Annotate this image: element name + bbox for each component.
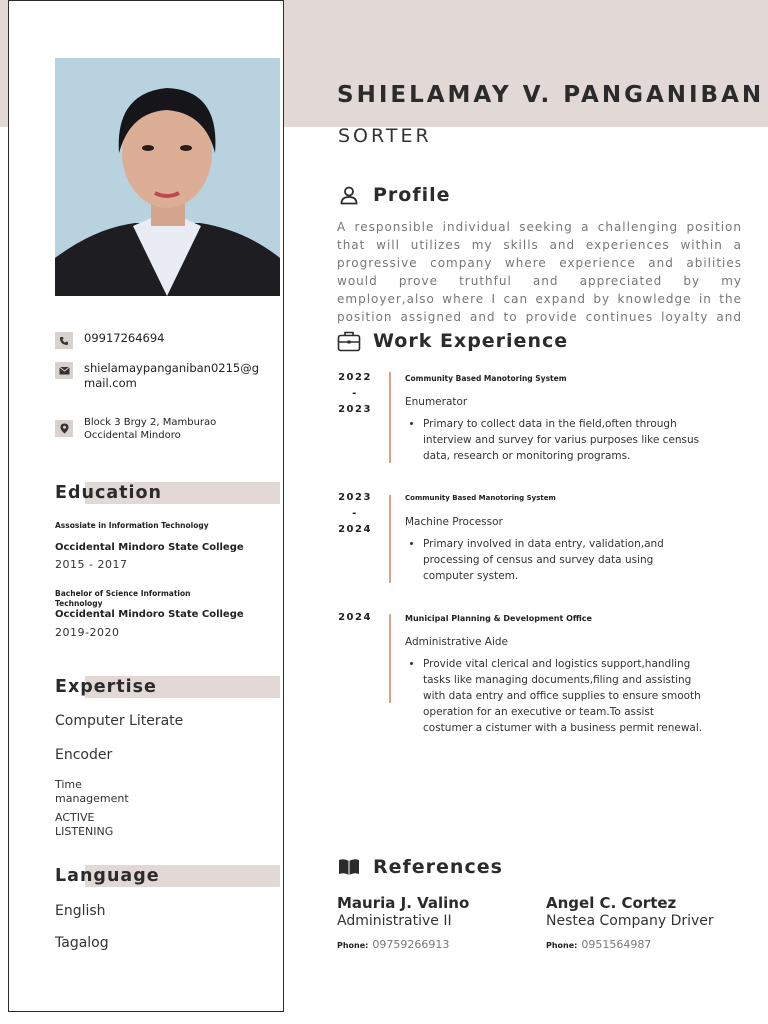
contact-phone: [55, 331, 164, 349]
briefcase-icon: [337, 329, 361, 353]
email-address: shielamaypanganiban0215@gmail.com: [84, 361, 260, 390]
reference-role: Administrative II: [337, 913, 452, 929]
expertise-item: Computer Literate: [55, 713, 184, 729]
job-organization: Community Based Manotoring System: [405, 374, 567, 383]
phone-number: 09917264694: [84, 331, 165, 345]
education-degree: Bachelor of Science Information Technology: [55, 589, 191, 608]
expertise-item: Time management: [55, 778, 129, 805]
job-organization: Municipal Planning & Development Office: [405, 614, 592, 623]
job-role: Administrative Aide: [405, 636, 508, 648]
job-title: SORTER: [338, 125, 432, 147]
references-heading: References: [337, 855, 503, 879]
education-years: 2015 - 2017: [55, 558, 128, 571]
education-school: Occidental Mindoro State College: [55, 542, 244, 553]
reference-phone: Phone: 0951564987: [546, 938, 652, 951]
language-item: English: [55, 903, 106, 919]
job-years: 2022 - 2023: [338, 372, 372, 415]
expertise-heading: Expertise: [55, 676, 280, 698]
reference-name: Angel C. Cortez: [546, 894, 677, 912]
language-item: Tagalog: [55, 935, 109, 951]
job-years: 2023 - 2024: [338, 492, 372, 535]
job-description: • Provide vital clerical and logistics support,handling tasks like managing documents,filing and assisting with data entry and office supplies to ensure smooth operation for an executive or team.To assist costumer a cistumer with a business permit renewal.: [405, 656, 705, 736]
full-name: SHIELAMAY V. PANGANIBAN: [337, 82, 765, 108]
timeline-line: [389, 372, 391, 463]
education-years: 2019-2020: [55, 626, 120, 639]
job-description: • Primary to collect data in the field,often through interview and survey for varius purposes like census data, research or monitoring programs.: [405, 416, 705, 464]
work-heading: Work Experience: [337, 329, 568, 353]
expertise-item: ACTIVE LISTENING: [55, 811, 114, 838]
reference-name: Mauria J. Valino: [337, 894, 470, 912]
language-heading: Language: [55, 865, 280, 887]
profile-text: A responsible individual seeking a challenging position that will utilizes my skills and experiences within a progressive company where experience and abilities would prove truthful and appreciated by my employer,also where I can expand by knowledge in the position assigned and to provide continues loyalty and: [337, 220, 742, 324]
mail-icon: [55, 362, 73, 379]
education-school: Occidental Mindoro State College: [55, 609, 244, 620]
job-role: Enumerator: [405, 396, 468, 408]
job-years: 2024: [338, 612, 372, 623]
job-organization: Community Based Manotoring System: [405, 494, 556, 502]
address: Block 3 Brgy 2, Mamburao Occidental Mindoro: [84, 417, 217, 441]
person-icon: [337, 183, 361, 207]
book-icon: [337, 855, 361, 879]
location-icon: [55, 420, 73, 437]
job-description: • Primary involved in data entry, validation,and processing of census and survey data using computer system.: [405, 536, 705, 584]
education-heading: Education: [55, 482, 280, 504]
job-role: Machine Processor: [405, 516, 503, 528]
phone-icon: [55, 332, 73, 349]
education-degree: Assosiate in Information Technology: [55, 521, 209, 530]
timeline-line: [389, 495, 391, 583]
reference-phone: Phone: 09759266913: [337, 938, 450, 951]
reference-role: Nestea Company Driver: [546, 913, 714, 929]
profile-heading: Profile: [337, 183, 451, 207]
contact-address: [55, 416, 224, 442]
contact-email: [55, 361, 264, 391]
profile-photo: [55, 58, 280, 296]
expertise-item: Encoder: [55, 747, 113, 763]
timeline-line: [389, 614, 391, 703]
